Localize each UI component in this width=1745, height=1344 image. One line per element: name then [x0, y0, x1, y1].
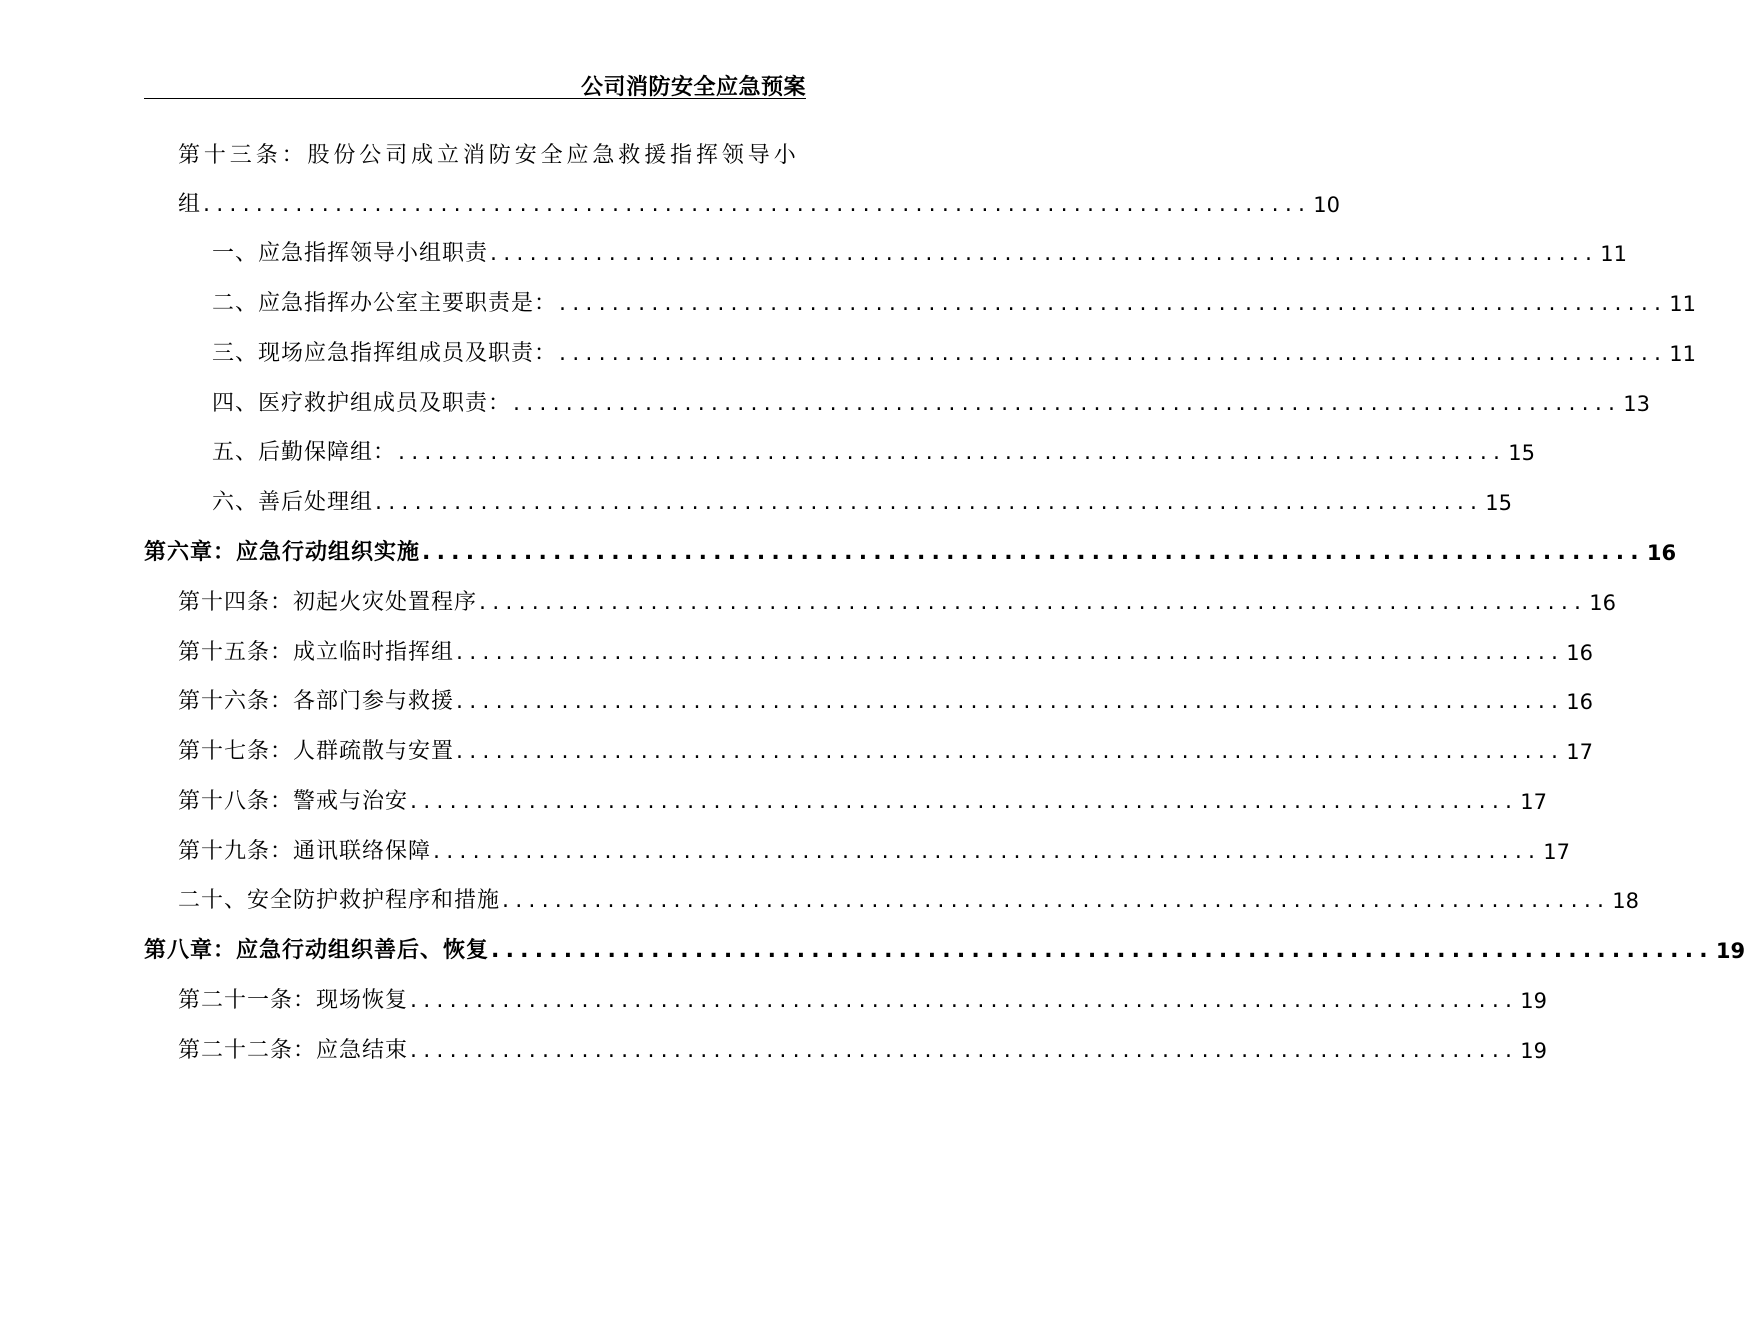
toc-leader: .................................................................................... — [513, 391, 1622, 416]
toc-entry-label: 第十五条：成立临时指挥组 — [178, 640, 455, 665]
toc-page-number: 17 — [1520, 790, 1547, 814]
toc-page-number: 15 — [1485, 491, 1512, 515]
page-header-title: 公司消防安全应急预案 — [580, 75, 806, 100]
toc-leader: .................................................................................... — [422, 540, 1645, 565]
page-header — [144, 68, 806, 99]
toc-entry-label: 四、医疗救护组成员及职责： — [212, 391, 512, 416]
toc-page-number: 19 — [1715, 939, 1745, 963]
toc-entry-13-line1[interactable]: 第十三条：股份公司成立消防安全应急救援指挥领导小 — [178, 143, 800, 168]
toc-entry[interactable] — [212, 284, 1696, 324]
toc-entry-label: 第十九条：通讯联络保障 — [178, 839, 432, 864]
toc-leader: .................................................................................... — [410, 988, 1519, 1013]
toc-entry-label: 二十、安全防护救护程序和措施 — [178, 888, 501, 913]
toc-page-number: 11 — [1600, 242, 1627, 266]
toc-entry-label: 组 — [178, 192, 202, 217]
toc-chapter-entry[interactable] — [144, 931, 1745, 971]
toc-page-number: 19 — [1520, 1039, 1547, 1063]
toc-leader: .................................................................................... — [410, 1038, 1519, 1063]
toc-entry[interactable] — [178, 583, 1616, 623]
toc-entry[interactable] — [212, 433, 1535, 473]
toc-entry[interactable] — [178, 981, 1547, 1021]
toc-page-number: 16 — [1589, 591, 1616, 615]
toc-entry[interactable] — [178, 633, 1593, 673]
toc-entry-label: 二、应急指挥办公室主要职责是： — [212, 291, 558, 316]
toc-chapter-entry[interactable] — [144, 533, 1677, 573]
toc-page-number: 16 — [1566, 641, 1593, 665]
toc-page-number: 11 — [1669, 292, 1696, 316]
toc-entry-label: 第十七条：人群疏散与安置 — [178, 739, 455, 764]
toc-entry[interactable] — [212, 384, 1650, 424]
toc-entry[interactable] — [178, 185, 1340, 225]
toc-entry-label: 第十八条：警戒与治安 — [178, 789, 409, 814]
toc-leader: .................................................................................... — [502, 888, 1611, 913]
toc-entry-label: 第十六条：各部门参与救援 — [178, 689, 455, 714]
toc-leader: .................................................................................... — [491, 938, 1714, 963]
toc-leader: .................................................................................... — [456, 739, 1565, 764]
toc-leader: .................................................................................... — [410, 789, 1519, 814]
toc-leader: .................................................................................... — [203, 192, 1312, 217]
toc-entry-label: 一、应急指挥领导小组职责 — [212, 241, 489, 266]
toc-leader: .................................................................................... — [456, 689, 1565, 714]
toc-entry-label: 第二十一条：现场恢复 — [178, 988, 409, 1013]
toc-page-number: 13 — [1623, 392, 1650, 416]
toc-entry[interactable] — [178, 682, 1593, 722]
toc-page-number: 16 — [1646, 541, 1677, 565]
toc-page-number: 10 — [1313, 193, 1340, 217]
toc-entry[interactable] — [178, 782, 1547, 822]
toc-entry[interactable] — [178, 832, 1570, 872]
toc-leader: .................................................................................... — [398, 440, 1507, 465]
toc-page-number: 17 — [1566, 740, 1593, 764]
toc-page-number: 15 — [1508, 441, 1535, 465]
toc-entry-label: 第六章：应急行动组织实施 — [144, 540, 421, 565]
toc-entry[interactable] — [212, 234, 1627, 274]
toc-leader: .................................................................................... — [456, 640, 1565, 665]
toc-leader: .................................................................................... — [559, 291, 1668, 316]
toc-entry-label: 第八章：应急行动组织善后、恢复 — [144, 938, 490, 963]
toc-entry[interactable] — [212, 334, 1696, 374]
toc-entry-label: 第二十二条：应急结束 — [178, 1038, 409, 1063]
toc-leader: .................................................................................... — [559, 341, 1668, 366]
toc-entry-label: 三、现场应急指挥组成员及职责： — [212, 341, 558, 366]
toc-leader: .................................................................................... — [433, 839, 1542, 864]
toc-leader: .................................................................................... — [479, 590, 1588, 615]
toc-entry[interactable] — [212, 483, 1512, 523]
toc-page-number: 16 — [1566, 690, 1593, 714]
toc-entry[interactable] — [178, 881, 1639, 921]
toc-entry[interactable] — [178, 732, 1593, 772]
toc-leader: .................................................................................... — [490, 241, 1599, 266]
toc-page-number: 17 — [1543, 840, 1570, 864]
toc-entry-label: 第十四条：初起火灾处置程序 — [178, 590, 478, 615]
toc-page-number: 11 — [1669, 342, 1696, 366]
toc-page-number: 19 — [1520, 989, 1547, 1013]
toc-page-number: 18 — [1612, 889, 1639, 913]
toc-entry-label: 五、后勤保障组： — [212, 440, 397, 465]
toc-leader: .................................................................................... — [375, 490, 1484, 515]
toc-entry-label: 六、善后处理组 — [212, 490, 374, 515]
toc-entry[interactable] — [178, 1031, 1547, 1071]
